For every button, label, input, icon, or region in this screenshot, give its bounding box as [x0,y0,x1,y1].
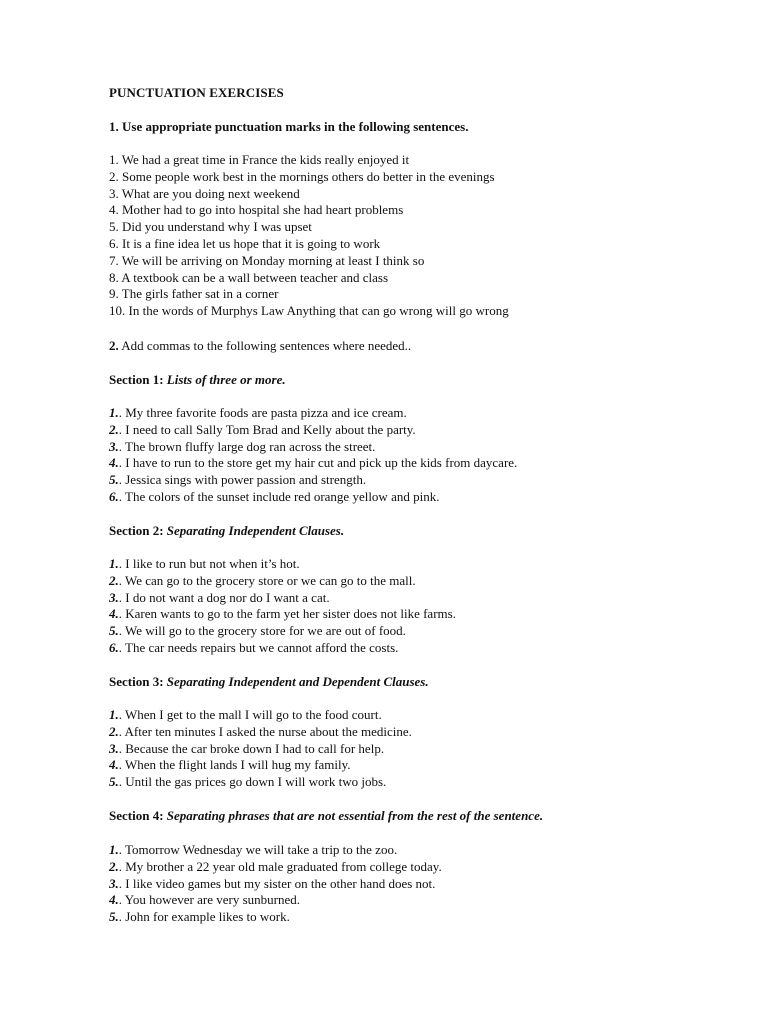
section-label: Section 2: [109,523,167,538]
section-2-heading [109,523,344,540]
section-3-heading [109,674,429,691]
list-item [109,472,517,489]
list-item [109,724,412,741]
item-text: . We will go to the grocery store for we are out of food. [118,623,406,639]
item-number: 1. [109,707,119,722]
list-item: 6. It is a fine idea let us hope that it is going to work [109,235,381,251]
list-item: 5. Did you understand why I was upset [109,219,312,235]
section-label: Section 3: [109,674,167,689]
list-item [109,876,442,893]
item-text: . You however are very sunburned. [118,892,300,908]
exercise-2-instruction: Add commas to the following sentences where needed.. [118,338,412,353]
item-text: . After ten minutes I asked the nurse about the medicine. [118,723,412,739]
list-item [109,489,517,506]
list-item [109,741,412,758]
list-item: 2. Some people work best in the mornings others do better in the evenings [109,168,495,184]
item-text: . Tomorrow Wednesday we will take a trip to the zoo. [118,842,398,857]
item-text: . The colors of the sunset include red orange yellow and pink. [118,488,440,504]
list-item [109,909,442,926]
list-item: 7. We will be arriving on Monday morning at least I think so [109,252,425,268]
item-number: 5. [109,623,119,639]
list-item: 9. The girls father sat in a corner [109,286,279,302]
item-number: 5. [109,909,119,925]
list-item [109,439,517,456]
exercise-1-list [109,152,509,320]
item-number: 5. [109,774,119,790]
section-3-list [109,707,412,791]
list-item: 1. We had a great time in France the kids really enjoyed it [109,152,410,167]
section-1-list [109,405,517,506]
item-number: 6. [109,488,119,504]
item-number: 3. [109,589,119,605]
exercise-2-number: 2. [109,338,119,353]
exercise-1-heading: 1. Use appropriate punctuation marks in the following sentences. [109,119,469,134]
item-text: . We can go to the grocery store or we can go to the mall. [118,572,416,588]
list-item [109,590,456,607]
list-item [109,640,456,657]
list-item: 10. In the words of Murphys Law Anything that can go wrong will go wrong [109,303,509,319]
section-4-heading [109,808,543,825]
section-subtitle: Lists of three or more. [166,372,286,387]
section-label: Section 1: [109,372,167,387]
item-text: . When the flight lands I will hug my family. [118,757,351,773]
item-number: 2. [109,723,119,739]
item-text: . I need to call Sally Tom Brad and Kelly about the party. [118,421,416,437]
section-1-heading [109,372,286,389]
item-number: 4. [109,455,119,471]
page-title: PUNCTUATION EXERCISES [109,85,284,100]
item-text: . I do not want a dog nor do I want a cat. [118,589,330,605]
item-text: . The car needs repairs but we cannot afford the costs. [118,639,399,655]
item-text: . I like video games but my sister on the other hand does not. [118,875,436,891]
section-label: Section 4: [109,808,167,823]
item-text: . My brother a 22 year old male graduated from college today. [118,858,442,874]
list-item [109,859,442,876]
list-item [109,774,412,791]
item-number: 6. [109,639,119,655]
item-number: 1. [109,556,119,571]
exercise-2-heading [109,338,411,355]
list-item [109,422,517,439]
item-number: 2. [109,858,119,874]
list-item [109,405,517,422]
list-item: 4. Mother had to go into hospital she had heart problems [109,202,404,218]
item-number: 2. [109,572,119,588]
list-item [109,606,456,623]
item-number: 4. [109,757,119,773]
list-item [109,707,412,724]
list-item [109,623,456,640]
list-item: 3. What are you doing next weekend [109,185,300,201]
item-text: . When I get to the mall I will go to the food court. [118,707,382,722]
item-number: 4. [109,892,119,908]
item-number: 3. [109,740,119,756]
list-item [109,556,456,573]
item-text: . Karen wants to go to the farm yet her sister does not like farms. [118,606,456,622]
list-item [109,455,517,472]
item-number: 4. [109,606,119,622]
list-item: 8. A textbook can be a wall between teacher and class [109,269,389,285]
list-item [109,757,412,774]
item-number: 2. [109,421,119,437]
item-text: . Because the car broke down I had to call for help. [118,740,385,756]
item-text: . The brown fluffy large dog ran across the street. [118,438,376,454]
item-number: 3. [109,438,119,454]
section-subtitle: Separating phrases that are not essential from the rest of the sentence. [166,808,544,823]
section-4-list [109,842,442,926]
list-item [109,573,456,590]
item-text: . John for example likes to work. [118,909,290,925]
item-text: . My three favorite foods are pasta pizza and ice cream. [118,405,407,420]
item-number: 3. [109,875,119,891]
item-number: 1. [109,842,119,857]
item-number: 1. [109,405,119,420]
item-text: . Jessica sings with power passion and strength. [118,472,367,488]
item-text: . Until the gas prices go down I will work two jobs. [118,774,387,790]
section-2-list [109,556,456,657]
section-subtitle: Separating Independent Clauses. [166,523,345,538]
list-item [109,892,442,909]
section-subtitle: Separating Independent and Dependent Clauses. [166,674,429,689]
item-text: . I have to run to the store get my hair cut and pick up the kids from daycare. [118,455,518,471]
item-text: . I like to run but not when it’s hot. [118,556,300,571]
list-item [109,842,442,859]
item-number: 5. [109,472,119,488]
